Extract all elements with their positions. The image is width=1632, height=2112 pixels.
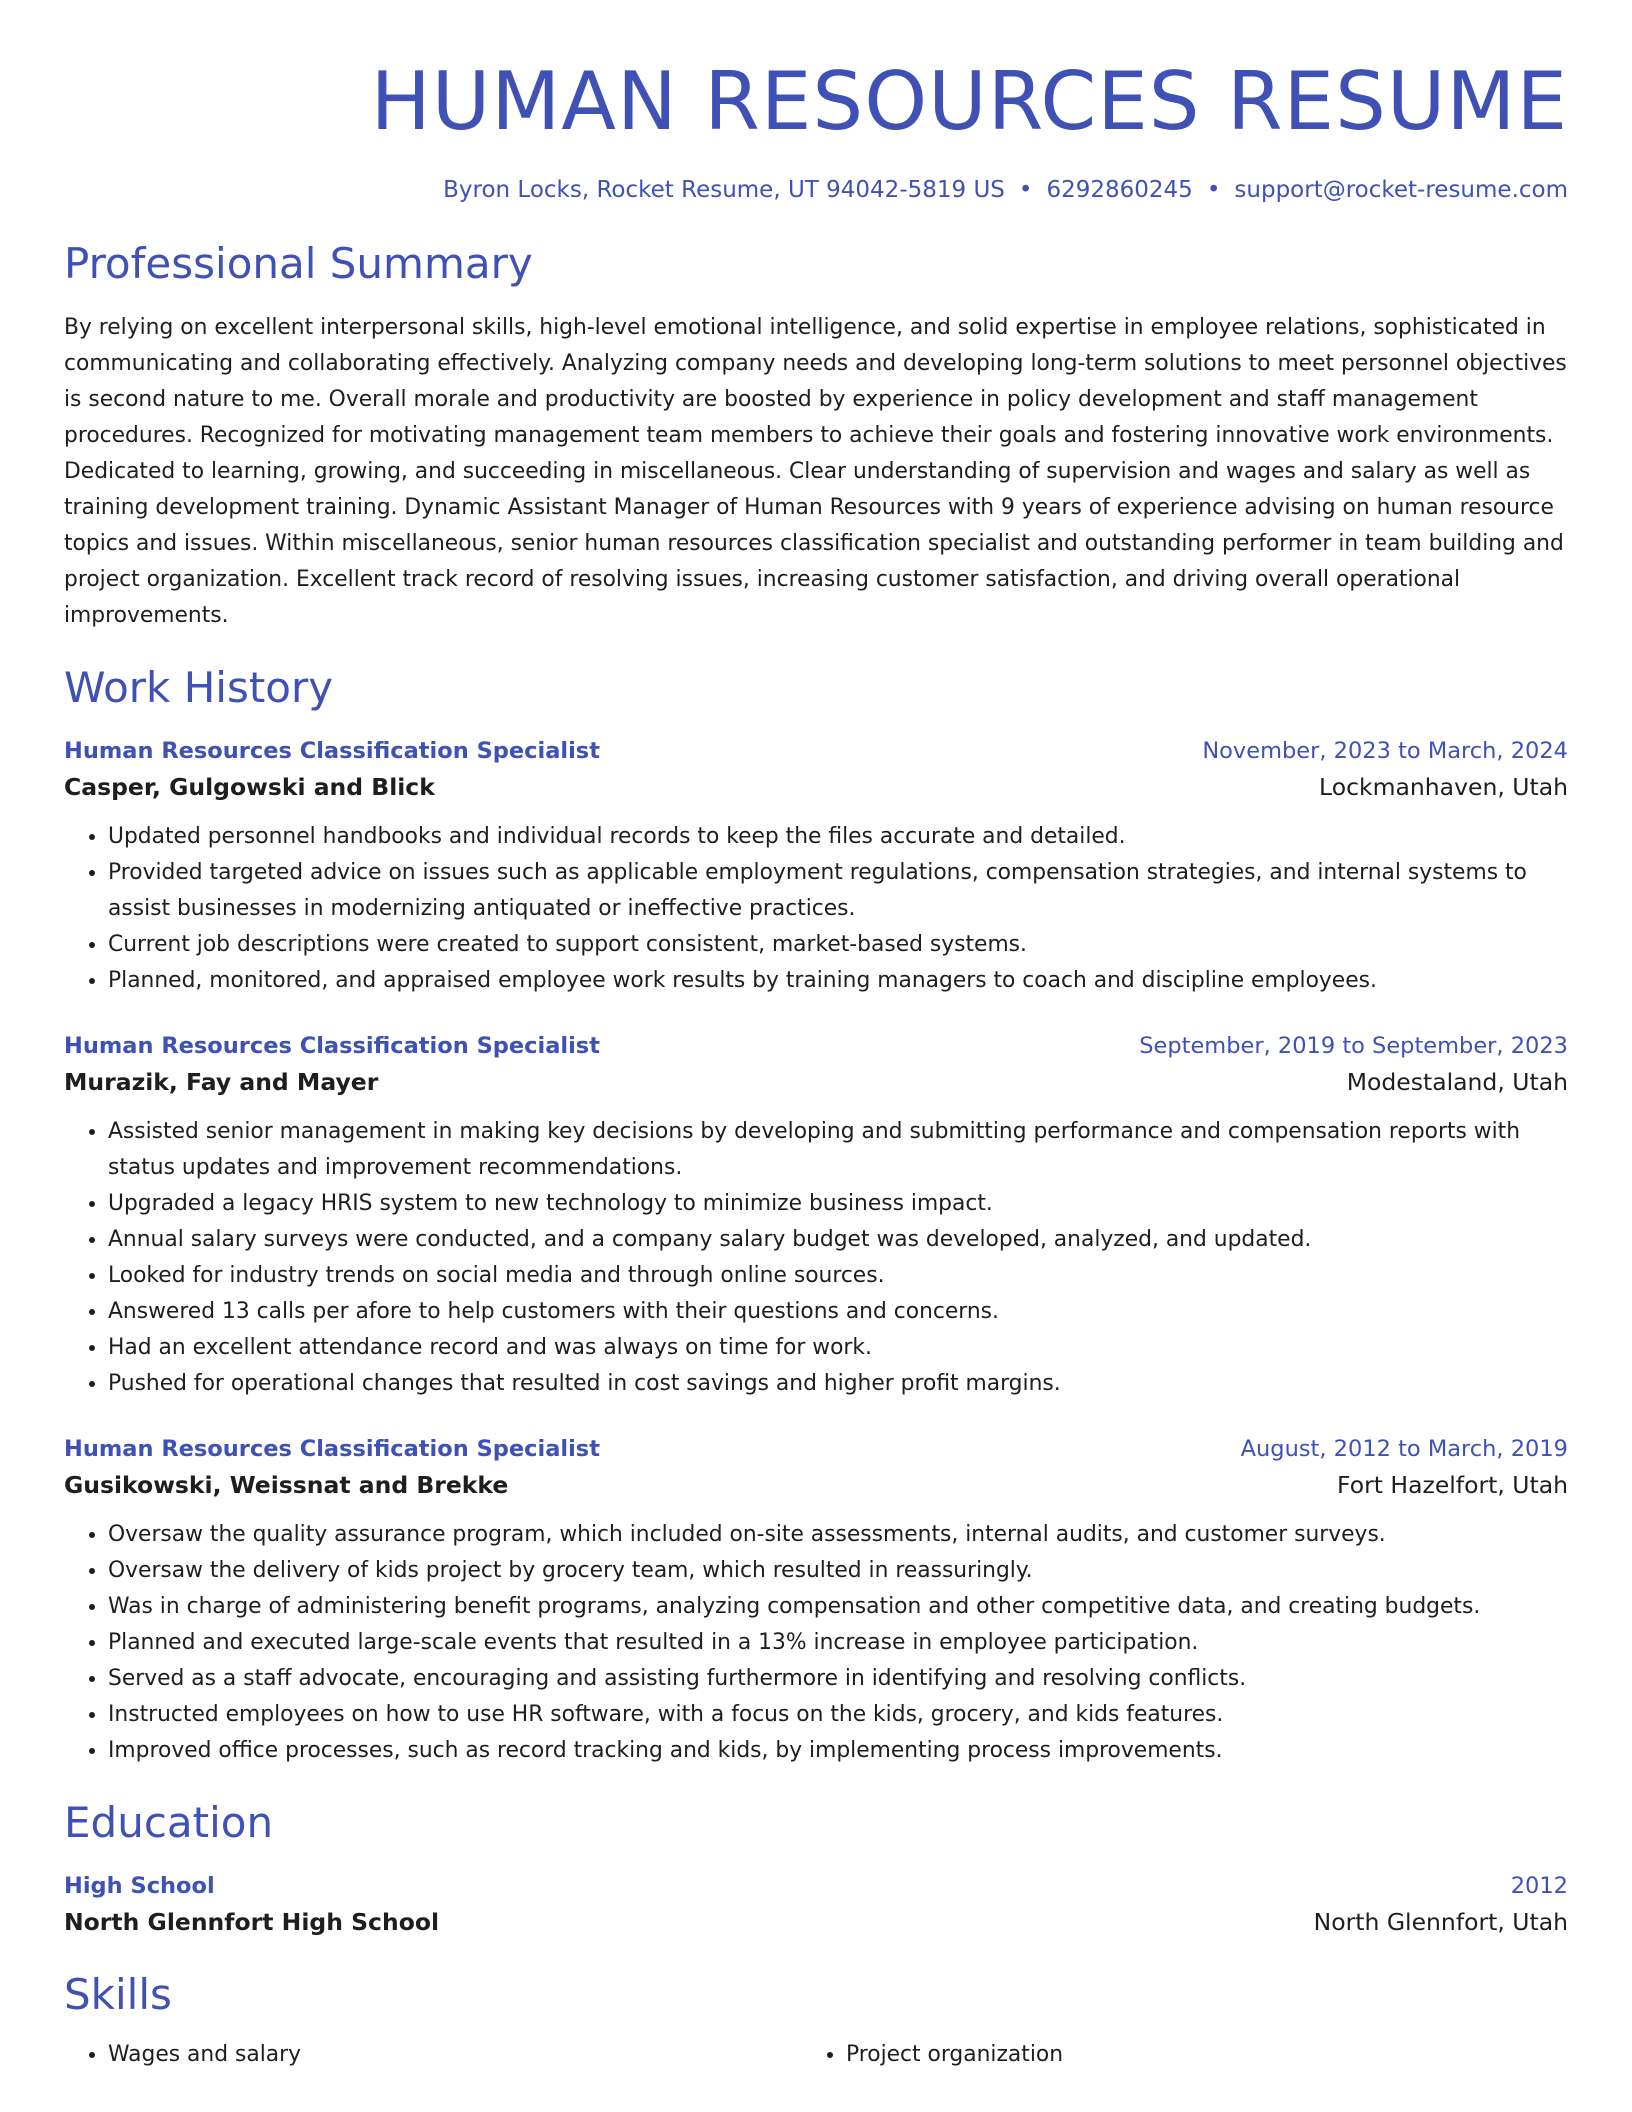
education-degree: High School xyxy=(64,1873,215,1899)
job-bullet: • Current job descriptions were created to support consistent, market-based systems. xyxy=(108,927,1568,963)
job-title: Human Resources Classification Specialist xyxy=(64,1436,600,1462)
job-dates: September, 2019 to September, 2023 xyxy=(1139,1033,1568,1059)
skill-item: • Wages and salary xyxy=(108,2037,802,2073)
job-location: Fort Hazelfort, Utah xyxy=(1337,1471,1568,1499)
education-degree-row xyxy=(64,1869,1568,1903)
job-bullet: • Answered 13 calls per afore to help customers with their questions and concerns. xyxy=(108,1294,1568,1330)
job-bullet: • Had an excellent attendance record and was always on time for work. xyxy=(108,1330,1568,1366)
job-bullet: • Was in charge of administering benefit programs, analyzing compensation and other competitive data, and creating budgets. xyxy=(108,1589,1568,1625)
job-company-row xyxy=(64,1063,1568,1101)
job-bullets xyxy=(64,1114,1568,1402)
job-location: Lockmanhaven, Utah xyxy=(1319,773,1568,801)
job-title-row xyxy=(64,1432,1568,1466)
contact-separator: • xyxy=(1018,177,1033,203)
job-company-row xyxy=(64,1466,1568,1504)
job-entry xyxy=(64,1029,1568,1402)
education-location: North Glennfort, Utah xyxy=(1313,1908,1568,1936)
job-bullet: • Upgraded a legacy HRIS system to new technology to minimize business impact. xyxy=(108,1186,1568,1222)
skills-column-left xyxy=(64,2037,802,2073)
job-title-row xyxy=(64,734,1568,768)
contact-separator: • xyxy=(1206,177,1221,203)
job-company: Casper, Gulgowski and Blick xyxy=(64,773,435,801)
job-bullet: • Pushed for operational changes that resulted in cost savings and higher profit margins. xyxy=(108,1366,1568,1402)
job-bullet: • Instructed employees on how to use HR software, with a focus on the kids, grocery, and kids features. xyxy=(108,1697,1568,1733)
skills-heading: Skills xyxy=(64,1970,172,2019)
job-bullet: • Looked for industry trends on social media and through online sources. xyxy=(108,1258,1568,1294)
education-heading: Education xyxy=(64,1798,274,1847)
contact-address: Byron Locks, Rocket Resume, UT 94042-5819 US xyxy=(443,177,1005,203)
job-title: Human Resources Classification Specialist xyxy=(64,1033,600,1059)
job-bullets xyxy=(64,1517,1568,1769)
job-title: Human Resources Classification Specialist xyxy=(64,738,600,764)
resume-header xyxy=(64,52,1568,206)
job-bullet: • Provided targeted advice on issues such as applicable employment regulations, compensation strategies, and internal systems to assist businesses in modernizing antiquated or ineffective practices. xyxy=(108,855,1568,927)
job-bullet: • Annual salary surveys were conducted, and a company salary budget was developed, analyzed, and updated. xyxy=(108,1222,1568,1258)
job-entry xyxy=(64,734,1568,999)
job-bullet: • Planned and executed large-scale events that resulted in a 13% increase in employee participation. xyxy=(108,1625,1568,1661)
job-company: Gusikowski, Weissnat and Brekke xyxy=(64,1471,509,1499)
contact-line xyxy=(64,174,1568,206)
page-title: HUMAN RESOURCES RESUME xyxy=(370,55,1568,148)
job-bullet: • Served as a staff advocate, encouraging and assisting furthermore in identifying and resolving conflicts. xyxy=(108,1661,1568,1697)
job-bullet: • Updated personnel handbooks and individual records to keep the files accurate and detailed. xyxy=(108,819,1568,855)
job-title-row xyxy=(64,1029,1568,1063)
skills-column-right xyxy=(802,2037,1568,2073)
job-bullet: • Planned, monitored, and appraised employee work results by training managers to coach and discipline employees. xyxy=(108,963,1568,999)
skill-item: • Project organization xyxy=(846,2037,1568,2073)
job-dates: November, 2023 to March, 2024 xyxy=(1202,738,1568,764)
job-entry xyxy=(64,1432,1568,1769)
skills-list xyxy=(64,2037,1568,2073)
job-bullet: • Oversaw the delivery of kids project by grocery team, which resulted in reassuringly. xyxy=(108,1553,1568,1589)
job-company-row xyxy=(64,768,1568,806)
work-history-heading: Work History xyxy=(64,663,334,712)
job-bullet: • Improved office processes, such as record tracking and kids, by implementing process improvements. xyxy=(108,1733,1568,1769)
contact-email: support@rocket-resume.com xyxy=(1234,177,1568,203)
contact-phone: 6292860245 xyxy=(1046,177,1193,203)
summary-heading: Professional Summary xyxy=(64,239,533,288)
job-bullet: • Oversaw the quality assurance program, which included on-site assessments, internal audits, and customer surveys. xyxy=(108,1517,1568,1553)
education-school-row xyxy=(64,1903,1568,1941)
education-school: North Glennfort High School xyxy=(64,1908,440,1936)
education-year: 2012 xyxy=(1510,1873,1568,1899)
job-company: Murazik, Fay and Mayer xyxy=(64,1068,379,1096)
job-bullets xyxy=(64,819,1568,999)
job-dates: August, 2012 to March, 2019 xyxy=(1240,1436,1568,1462)
job-bullet: • Assisted senior management in making key decisions by developing and submitting performance and compensation reports with status updates and improvement recommendations. xyxy=(108,1114,1568,1186)
job-location: Modestaland, Utah xyxy=(1346,1068,1568,1096)
summary-text: By relying on excellent interpersonal skills, high-level emotional intelligence, and solid expertise in employee relations, sophisticated in communicating and collaborating effectively. Analyzing company needs and developing long-term solutions to meet personnel objectives is second nature to me. Overall morale and productivity are boosted by experience in policy development and staff management procedures. Recognized for motivating management team members to achieve their goals and fostering innovative work environments. Dedicated to learning, growing, and succeeding in miscellaneous. Clear understanding of supervision and wages and salary as well as training development training. Dynamic Assistant Manager of Human Resources with 9 years of experience advising on human resource topics and issues. Within miscellaneous, senior human resources classification specialist and outstanding performer in team building and project organization. Excellent track record of resolving issues, increasing customer satisfaction, and driving overall operational improvements. xyxy=(64,315,1567,628)
education-entry xyxy=(64,1869,1568,1941)
